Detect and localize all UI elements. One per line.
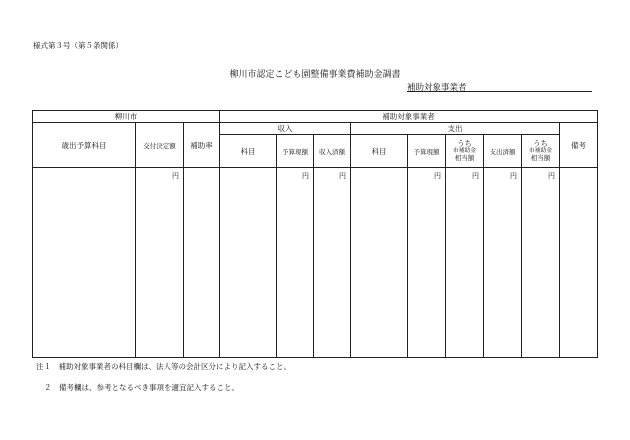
- header-subsidy-rate: 補助率: [184, 123, 220, 168]
- cell-expense-city-share[interactable]: 円: [446, 168, 484, 358]
- note-1: 注１ 補助対象事業者の科目欄は、法人等の会計区分により記入すること。: [36, 362, 291, 371]
- cell-remarks[interactable]: [560, 168, 598, 358]
- uchi-line-2: 市補助金: [528, 148, 553, 154]
- group-header-applicant: 補助対象事業者: [220, 111, 598, 123]
- cell-paid-city-share[interactable]: 円: [522, 168, 560, 358]
- header-expense-budget: 予算現額: [408, 135, 446, 168]
- cell-expense-item[interactable]: [351, 168, 408, 358]
- cell-expense-budget[interactable]: 円: [408, 168, 446, 358]
- cell-expense-paid[interactable]: 円: [484, 168, 522, 358]
- cell-grant-amount[interactable]: 円: [136, 168, 184, 358]
- cell-subsidy-rate[interactable]: [184, 168, 220, 358]
- header-paid-city-share: [522, 135, 560, 168]
- applicant-label: 補助対象事業者: [407, 83, 467, 93]
- uchi-line-3: 相当額: [454, 154, 475, 162]
- uchi-label: うち: [533, 139, 549, 148]
- header-income-budget: 予算現額: [277, 135, 314, 168]
- page-title: 柳川市認定こども園整備事業費補助金調書: [229, 70, 401, 80]
- cell-budget-item[interactable]: [33, 168, 136, 358]
- subsidy-table: [32, 110, 598, 358]
- header-expense-paid: 支出済額: [484, 135, 522, 168]
- cell-income-item[interactable]: [220, 168, 277, 358]
- uchi-line-2: 市補助金: [452, 148, 477, 154]
- header-expense-city-share: [446, 135, 484, 168]
- header-income-received: 収入済額: [314, 135, 351, 168]
- subgroup-header-expense: 支出: [351, 123, 560, 135]
- cell-income-budget[interactable]: 円: [277, 168, 314, 358]
- subgroup-header-income: 収入: [220, 123, 351, 135]
- header-grant-amount: 交付決定額: [136, 123, 184, 168]
- group-header-city: 柳川市: [33, 111, 220, 123]
- signature-line: [407, 91, 592, 92]
- header-budget-item: 歳出予算科目: [33, 123, 136, 168]
- header-income-item: 科目: [220, 135, 277, 168]
- uchi-label: うち: [457, 139, 473, 148]
- uchi-line-3: 相当額: [530, 154, 551, 162]
- form-number: 様式第３号（第５条関係）: [33, 41, 123, 50]
- note-2: ２ 備考欄は、参考となるべき事項を適宜記入すること。: [44, 383, 239, 392]
- header-remarks: 備考: [560, 123, 598, 168]
- header-expense-item: 科目: [351, 135, 408, 168]
- cell-income-received[interactable]: 円: [314, 168, 351, 358]
